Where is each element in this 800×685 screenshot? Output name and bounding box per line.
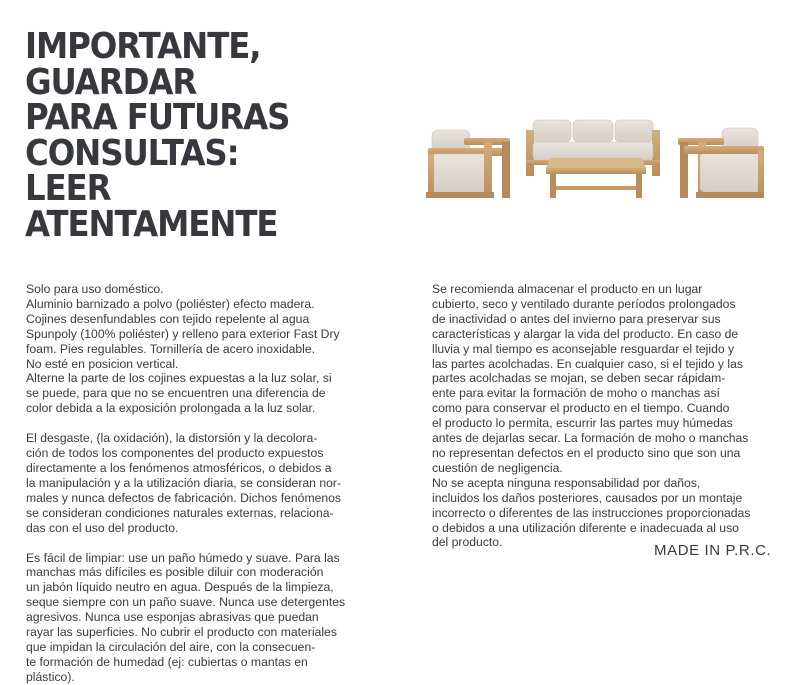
- text-line: partes acolchadas se mojan, se deben secar rápidam-: [432, 371, 726, 386]
- right-armchair: [678, 128, 764, 198]
- text-line: se consideran condiciones naturales externas, relaciona-: [26, 505, 334, 520]
- text-line: características y alargar la vida del producto. En caso de: [432, 326, 739, 341]
- left-armchair: [426, 130, 510, 198]
- text-line: plástico).: [26, 669, 75, 684]
- title-line: PARA FUTURAS: [25, 97, 290, 138]
- title-line: GUARDAR: [25, 61, 197, 103]
- text-line: No se acepta ninguna responsabilidad por daños,: [432, 475, 701, 490]
- text-line: de inactividad o antes del invierno para preservar sus: [432, 311, 721, 326]
- usage-paragraph: [26, 282, 396, 416]
- text-line: incluidos los daños posteriores, causados por un montaje: [432, 490, 743, 505]
- text-line: No esté en posicion vertical.: [26, 356, 179, 371]
- text-line: das con el uso del producto.: [26, 520, 179, 535]
- title-line: IMPORTANTE,: [25, 26, 261, 67]
- text-line: directamente a los fenómenos atmosféricos, o debidos a: [26, 460, 332, 475]
- text-line: Solo para uso doméstico.: [26, 282, 164, 296]
- cleaning-paragraph: [26, 551, 396, 685]
- title-line: ATENTAMENTE: [25, 203, 278, 245]
- text-line: El desgaste, (la oxidación), la distorsión y la decolora-: [26, 431, 318, 446]
- text-line: del producto.: [432, 535, 503, 550]
- text-line: antes de dejarlas secar. La formación de moho o manchas: [432, 431, 749, 446]
- text-line: agresivos. Nunca use esponjas abrasivas que puedan: [26, 610, 319, 625]
- text-line: foam. Pies regulables. Tornillería de acero inoxidable.: [26, 341, 316, 356]
- text-line: que impidan la circulación del aire, con la consecuen-: [26, 639, 316, 654]
- text-line: Cojines desenfundables con tejido repelente al agua: [26, 311, 310, 326]
- page-title: [25, 26, 322, 245]
- text-line: manchas más difíciles es posible diluir con moderación: [26, 565, 324, 580]
- text-line: Es fácil de limpiar: use un paño húmedo y suave. Para las: [26, 550, 340, 565]
- furniture-set-image: [420, 110, 770, 210]
- text-line: seque siempre con un paño suave. Nunca use detergentes: [26, 595, 346, 610]
- text-line: las partes acolchadas. En cualquier caso, si el tejido y las: [432, 356, 743, 371]
- text-line: o debidos a una utilización diferente e inadecuada al uso: [432, 520, 739, 535]
- text-line: males y nunca defectos de fabricación. Dichos fenómenos: [26, 490, 342, 505]
- text-line: como para conservar el producto en el tiempo. Cuando: [432, 401, 730, 416]
- text-line: color debida a la exposición prolongada a la luz solar.: [26, 401, 316, 416]
- text-line: el producto lo permita, escurrir las partes muy húmedas: [432, 416, 733, 431]
- coffee-table: [546, 158, 646, 198]
- text-line: Se recomienda almacenar el producto en un lugar: [432, 282, 703, 296]
- text-line: Aluminio barnizado a polvo (poliéster) efecto madera.: [26, 296, 315, 311]
- right-text-column: [432, 282, 792, 550]
- title-line: CONSULTAS:: [25, 132, 239, 174]
- text-line: no representan defectos en el producto sino que son una: [432, 445, 741, 460]
- text-line: Alterne la parte de los cojines expuestas a la luz solar, si: [26, 371, 332, 386]
- text-line: la manipulación y a la utilización diaria, se consideran nor-: [26, 475, 342, 490]
- text-line: ente para evitar la formación de moho o manchas así: [432, 386, 720, 401]
- text-line: se puede, para que no se encuentren una diferencia de: [26, 386, 326, 401]
- made-in-label: MADE IN P.R.C.: [654, 542, 772, 559]
- text-line: te formación de humedad (ej: cubiertas o mantas en: [26, 654, 308, 669]
- text-line: incorrecto o diferentes de las instrucciones proporcionadas: [432, 505, 751, 520]
- text-line: ción de todos los componentes del producto expuestos: [26, 446, 324, 461]
- text-line: lluvia y mal tiempo es aconsejable resguardar el tejido y: [432, 341, 735, 356]
- text-line: Spunpoly (100% poliéster) y relleno para exterior Fast Dry: [26, 326, 340, 341]
- text-line: cuestión de negligencia.: [432, 460, 563, 475]
- wear-paragraph: [26, 431, 396, 535]
- text-line: un jabón líquido neutro en agua. Después de la limpieza,: [26, 580, 334, 595]
- title-line: LEER: [25, 168, 111, 209]
- text-line: cubierto, seco y ventilado durante períodos prolongados: [432, 296, 736, 311]
- text-line: rayar las superficies. No cubrir el producto con materiales: [26, 625, 337, 640]
- left-text-column: [26, 282, 396, 685]
- storage-paragraph: [432, 282, 792, 550]
